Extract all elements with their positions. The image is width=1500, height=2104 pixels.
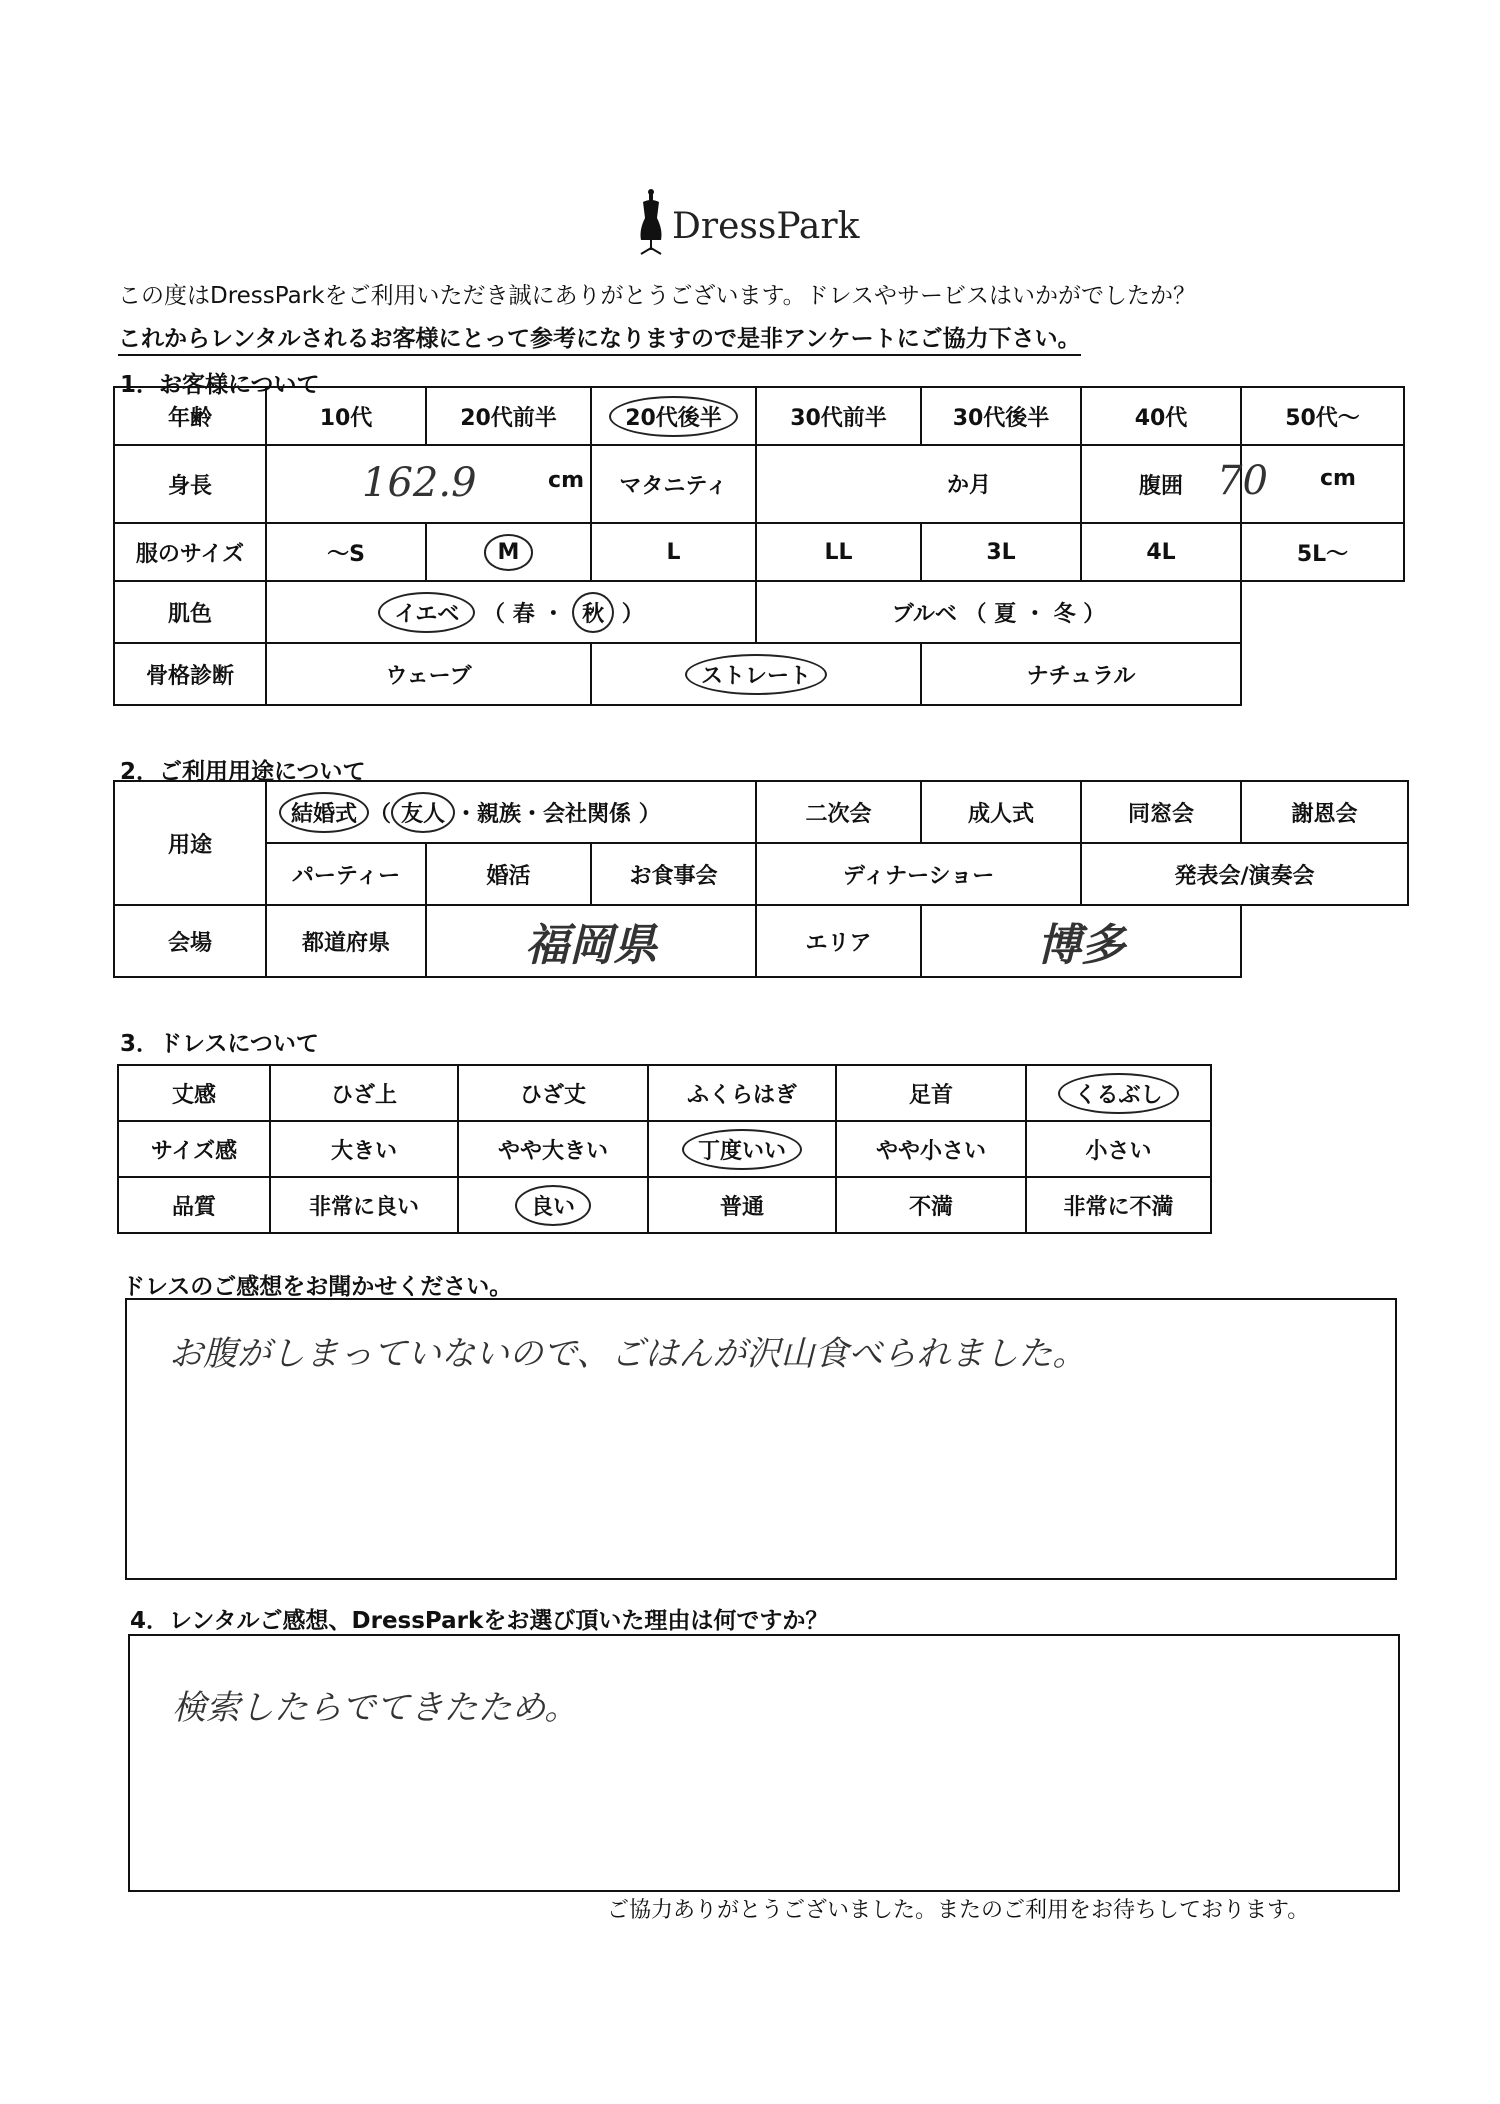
fit-option[interactable]: やや大きい xyxy=(458,1121,648,1177)
age-option[interactable]: 50代～ xyxy=(1241,387,1404,445)
selection-circle: M xyxy=(484,534,534,571)
length-option[interactable]: ふくらはぎ xyxy=(648,1065,836,1121)
selection-circle: 良い xyxy=(515,1185,591,1226)
waist-field[interactable] xyxy=(1217,445,1404,523)
purpose-option[interactable]: 同窓会 xyxy=(1081,781,1241,843)
closing-message: ご協力ありがとうございました。またのご利用をお待ちしております。 xyxy=(607,1898,1310,1923)
section-2-title: 2．ご利用用途について xyxy=(120,759,366,785)
skin-label: 肌色 xyxy=(114,581,266,643)
purpose-option[interactable]: 婚活 xyxy=(426,843,591,905)
selection-circle: 結婚式 xyxy=(279,792,369,833)
selection-circle: 秋 xyxy=(572,592,614,633)
logo-text: DressPark xyxy=(672,206,860,247)
age-option[interactable]: 20代前半 xyxy=(426,387,591,445)
reason-comment-box[interactable] xyxy=(128,1634,1400,1892)
waist-value: 70 xyxy=(1217,458,1268,504)
frame-option-selected[interactable] xyxy=(591,643,921,705)
dresspark-logo xyxy=(635,188,875,258)
size-option[interactable]: L xyxy=(591,523,756,581)
selection-circle: ストレート xyxy=(685,654,827,695)
paren: ） xyxy=(1083,601,1106,627)
purpose-option[interactable]: 成人式 xyxy=(921,781,1081,843)
quality-option-selected[interactable] xyxy=(458,1177,648,1233)
wedding-option[interactable] xyxy=(266,781,756,843)
purpose-option[interactable]: 謝恩会 xyxy=(1241,781,1408,843)
fit-label: サイズ感 xyxy=(118,1121,270,1177)
quality-label: 品質 xyxy=(118,1177,270,1233)
intro-request: これからレンタルされるお客様にとって参考になりますので是非アンケートにご協力下さい。 xyxy=(118,320,1081,356)
fit-option[interactable]: 小さい xyxy=(1026,1121,1211,1177)
age-option[interactable]: 30代前半 xyxy=(756,387,921,445)
skin-blue-option[interactable] xyxy=(756,581,1241,643)
purpose-label: 用途 xyxy=(114,781,266,905)
prefecture-label: 都道府県 xyxy=(266,905,426,977)
dress-comment-box[interactable] xyxy=(125,1298,1397,1580)
length-option[interactable]: 足首 xyxy=(836,1065,1026,1121)
empty-cell xyxy=(1241,905,1408,977)
size-option[interactable]: 5L～ xyxy=(1241,523,1404,581)
paren: （ xyxy=(369,801,392,827)
fit-option[interactable]: やや小さい xyxy=(836,1121,1026,1177)
dress-table xyxy=(117,1064,1212,1234)
purpose-option[interactable]: お食事会 xyxy=(591,843,756,905)
maternity-label: マタニティ xyxy=(591,445,756,523)
dress-form-icon xyxy=(635,188,667,258)
age-option-selected[interactable] xyxy=(591,387,756,445)
skin-yellow-option[interactable] xyxy=(266,581,756,643)
age-option[interactable]: 10代 xyxy=(266,387,426,445)
size-option[interactable]: 4L xyxy=(1081,523,1241,581)
separator: ・ xyxy=(542,601,565,627)
paren: ） xyxy=(638,801,661,827)
frame-option[interactable]: ウェーブ xyxy=(266,643,591,705)
skin-blue: ブルベ xyxy=(891,601,957,627)
length-option[interactable]: ひざ上 xyxy=(270,1065,458,1121)
customer-table xyxy=(113,386,1405,706)
size-option[interactable]: LL xyxy=(756,523,921,581)
venue-label: 会場 xyxy=(114,905,266,977)
age-option[interactable]: 30代後半 xyxy=(921,387,1081,445)
section-3-title: 3．ドレスについて xyxy=(120,1031,319,1057)
month-unit: か月 xyxy=(947,473,992,498)
area-label: エリア xyxy=(756,905,921,977)
size-option[interactable]: ～S xyxy=(266,523,426,581)
fit-option[interactable]: 大きい xyxy=(270,1121,458,1177)
purpose-option[interactable]: ディナーショー xyxy=(756,843,1081,905)
season-spring: 春 xyxy=(512,601,535,627)
selection-circle: イエベ xyxy=(378,592,475,633)
season-summer: 夏 xyxy=(994,601,1017,627)
intro-text: この度はDressParkをご利用いただき誠にありがとうございます。ドレスやサービスはいかがでしたか？ xyxy=(118,283,1196,309)
relatives-option: ・親族・会社関係 xyxy=(455,801,632,827)
quality-option[interactable]: 不満 xyxy=(836,1177,1026,1233)
quality-option[interactable]: 非常に不満 xyxy=(1026,1177,1211,1233)
height-field[interactable] xyxy=(266,445,591,523)
fit-option-selected[interactable] xyxy=(648,1121,836,1177)
empty-cell xyxy=(1241,581,1404,643)
purpose-option[interactable]: 二次会 xyxy=(756,781,921,843)
frame-option[interactable]: ナチュラル xyxy=(921,643,1241,705)
size-option[interactable]: 3L xyxy=(921,523,1081,581)
waist-label: 腹囲 xyxy=(1081,445,1241,523)
height-unit: cm xyxy=(548,468,584,493)
length-option[interactable]: ひざ丈 xyxy=(458,1065,648,1121)
separator: ・ xyxy=(1023,601,1046,627)
reason-prompt: 4．レンタルご感想、DressParkをお選び頂いた理由は何ですか？ xyxy=(130,1608,829,1634)
selection-circle: くるぶし xyxy=(1058,1073,1178,1114)
area-value[interactable]: 博多 xyxy=(921,905,1241,977)
purpose-table xyxy=(113,780,1409,978)
height-value: 162.9 xyxy=(362,460,477,506)
purpose-option[interactable]: パーティー xyxy=(266,843,426,905)
quality-option[interactable]: 普通 xyxy=(648,1177,836,1233)
maternity-field[interactable] xyxy=(756,445,1081,523)
paren: （ xyxy=(964,601,987,627)
empty-cell xyxy=(1241,643,1404,705)
quality-option[interactable]: 非常に良い xyxy=(270,1177,458,1233)
age-label: 年齢 xyxy=(114,387,266,445)
dress-comment-text: お腹がしまっていないので、ごはんが沢山食べられました。 xyxy=(169,1334,1087,1374)
waist-unit: cm xyxy=(1320,466,1356,491)
age-option[interactable]: 40代 xyxy=(1081,387,1241,445)
paren: （ xyxy=(483,601,506,627)
selection-circle: 丁度いい xyxy=(682,1129,802,1170)
reason-comment-text: 検索したらでてきたため。 xyxy=(172,1688,579,1728)
purpose-option[interactable]: 発表会/演奏会 xyxy=(1081,843,1408,905)
season-winter: 冬 xyxy=(1053,601,1076,627)
size-label: 服のサイズ xyxy=(114,523,266,581)
length-option-selected[interactable] xyxy=(1026,1065,1211,1121)
selection-circle: 20代後半 xyxy=(609,396,738,437)
height-label: 身長 xyxy=(114,445,266,523)
section-1-title: 1．お客様について xyxy=(120,372,320,398)
length-label: 丈感 xyxy=(118,1065,270,1121)
size-option-selected[interactable] xyxy=(426,523,591,581)
selection-circle: 友人 xyxy=(391,792,455,833)
frame-label: 骨格診断 xyxy=(114,643,266,705)
prefecture-value[interactable]: 福岡県 xyxy=(426,905,756,977)
dress-comment-prompt: ドレスのご感想をお聞かせください。 xyxy=(122,1274,513,1300)
paren: ） xyxy=(621,601,644,627)
